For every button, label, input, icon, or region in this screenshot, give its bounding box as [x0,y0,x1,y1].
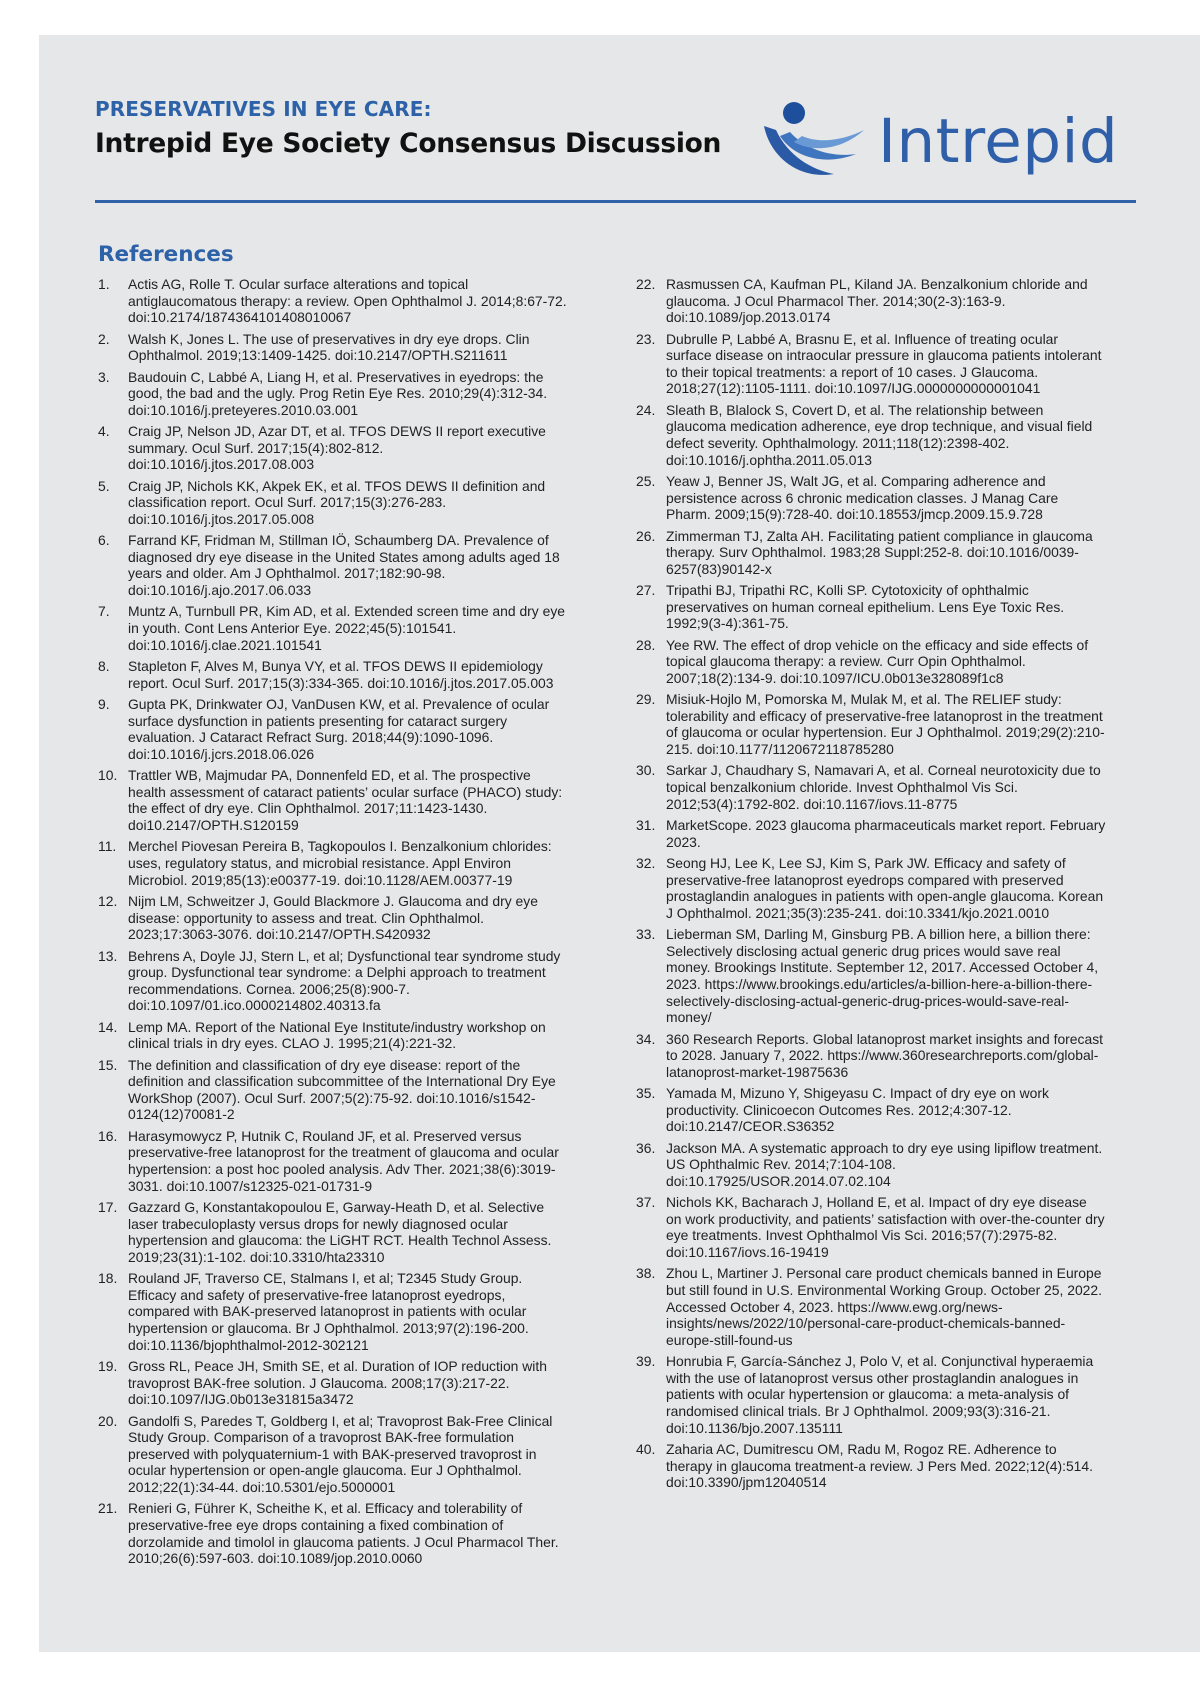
reference-number: 1. [98,276,110,292]
reference-text: Gandolfi S, Paredes T, Goldberg I, et al; Travoprost Bak-Free Clinical Study Group. Comparison of a travoprost BAK-free formulation preserved with polyquaternium-1 with BAK-preserved travoprost in ocular hypertension or open-angle glaucoma. Eur J Ophthalmol. 2012;22(1):34-44. doi:10.5301/ejo.5000001 [128,1412,553,1495]
reference-number: 33. [636,926,656,943]
reference-item [98,276,568,326]
reference-item [98,369,568,419]
reference-item [636,1194,1106,1260]
reference-text: Lemp MA. Report of the National Eye Institute/industry workshop on clinical trials in dry eyes. CLAO J. 1995;21(4):221-32. [128,1018,546,1052]
reference-number: 20. [98,1412,118,1429]
reference-text: Rouland JF, Traverso CE, Stalmans I, et al; T2345 Study Group. Efficacy and safety of preservative-free latanoprost eyedrops, compared with BAK-preserved latanoprost in patients with ocular hypertension or glaucoma. Br J Ophthalmol. 2013;97(2):196-200. doi:10.1136/bjophthalmol-2012-302121 [128,1270,529,1353]
document-header [95,97,721,159]
reference-item [98,767,568,833]
reference-number: 7. [98,603,110,620]
reference-text: 360 Research Reports. Global latanoprost market insights and forecast to 2028. January 7, 2022. https://www.360researchreports.com/global-latanoprost-market-19875636 [666,1030,1104,1080]
reference-item [636,762,1106,812]
reference-number: 14. [98,1018,118,1035]
reference-number: 30. [636,762,656,779]
reference-item [636,1441,1106,1491]
reference-item [98,893,568,943]
reference-text: Renieri G, Führer K, Scheithe K, et al. Efficacy and tolerability of preservative-free eye drops containing a fixed combination of dorzolamide and timolol in glaucoma patients. J Ocul Pharmacol Ther. 2010;26(6):597-603. doi:10.1089/jop.2010.0060 [128,1500,559,1567]
reference-text: Yamada M, Mizuno Y, Shigeyasu C. Impact of dry eye on work productivity. Clinicoecon Outcomes Res. 2012;4:307-12. doi:10.2147/CEOR.S36352 [666,1085,1049,1135]
reference-number: 35. [636,1085,656,1102]
reference-item [98,1358,568,1408]
reference-text: Muntz A, Turnbull PR, Kim AD, et al. Extended screen time and dry eye in youth. Cont Lens Anterior Eye. 2022;45(5):101541. doi:10.1016/j.clae.2021.101541 [128,603,565,653]
reference-number: 10. [98,767,118,784]
reference-item [98,1019,568,1052]
reference-text: The definition and classification of dry eye disease: report of the definition and classification subcommittee of the International Dry Eye WorkShop (2007). Ocul Surf. 2007;5(2):75-92. doi:10.1016/s1542-0124(12)70081-2 [128,1056,556,1123]
reference-number: 2. [98,330,110,347]
reference-number: 4. [98,423,110,440]
reference-number: 40. [636,1440,656,1457]
reference-number: 31. [636,816,656,833]
reference-text: Trattler WB, Majmudar PA, Donnenfeld ED, et al. The prospective health assessment of cataract patients’ ocular surface (PHACO) study: the effect of dry eye. Clin Ophthalmol. 2017;11:1423-1430. doi10.2147/OPTH.S120159 [128,767,563,833]
reference-item [98,423,568,473]
reference-text: Dubrulle P, Labbé A, Brasnu E, et al. Influence of treating ocular surface disease on intraocular pressure in glaucoma patients intolerant to their topical treatments: a report of 10 cases. J Glaucoma. 2018;27(12):1105-1111. doi:10.1097/IJG.0000000000001041 [666,330,1102,397]
reference-number: 8. [98,658,110,675]
reference-text: Zhou L, Martiner J. Personal care product chemicals banned in Europe but still found in U.S. Environmental Working Group. October 25, 2022. Accessed October 4, 2023. https://www.ewg.org/news-insights/news/2022/10/personal-care-product-chemicals-banned-europe-still-found-us [666,1265,1102,1348]
reference-number: 32. [636,854,656,871]
reference-number: 27. [636,582,656,599]
reference-text: Gupta PK, Drinkwater OJ, VanDusen KW, et al. Prevalence of ocular surface dysfunction in patients presenting for cataract surgery evaluation. J Cataract Refract Surg. 2018;44(9):1090-1096. doi:10.1016/j.jcrs.2018.06.026 [128,696,550,762]
reference-item [98,1270,568,1353]
reference-text: Gazzard G, Konstantakopoulou E, Garway-Heath D, et al. Selective laser trabeculoplasty versus drops for newly diagnosed ocular hypertension and glaucoma: the LiGHT RCT. Health Technol Assess. 2019;23(31):1-102. doi:10.3310/hta23310 [128,1199,552,1265]
reference-text: Jackson MA. A systematic approach to dry eye using lipiflow treatment. US Ophthalmic Rev. 2014;7:104-108. doi:10.17925/USOR.2014.07.02.104 [666,1139,1103,1189]
reference-item [98,948,568,1014]
reference-item [636,637,1106,687]
references-list-right [636,276,1106,1496]
reference-number: 22. [636,276,656,292]
reference-item [636,276,1106,326]
reference-item [98,696,568,762]
reference-item [636,1031,1106,1081]
references-list-left [98,276,568,1571]
reference-number: 3. [98,368,110,385]
reference-item [636,528,1106,578]
reference-item [98,1128,568,1194]
reference-number: 18. [98,1270,118,1287]
reference-number: 37. [636,1194,656,1211]
reference-item [636,817,1106,850]
reference-item [98,1199,568,1265]
reference-text: MarketScope. 2023 glaucoma pharmaceuticals market report. February 2023. [666,816,1106,850]
reference-item [636,582,1106,632]
reference-item [98,331,568,364]
reference-text: Misiuk-Hojlo M, Pomorska M, Mulak M, et al. The RELIEF study: tolerability and efficacy of preservative-free latanoprost in the treatment of glaucoma or ocular hypertension. Eur J Ophthalmol. 2019;29(2):210-215. doi:10.1177/1120672118785280 [666,691,1105,758]
reference-item [636,331,1106,397]
reference-text: Merchel Piovesan Pereira B, Tagkopoulos I. Benzalkonium chlorides: uses, regulatory status, and microbial resistance. Appl Environ Microbiol. 2019;85(13):e00377-19. doi:10.1128/AEM.00377-19 [128,838,552,888]
reference-number: 36. [636,1139,656,1156]
reference-number: 23. [636,330,656,347]
reference-item [98,1413,568,1496]
reference-number: 12. [98,892,118,909]
reference-number: 25. [636,472,656,489]
reference-item [636,402,1106,468]
reference-number: 26. [636,527,656,544]
reference-text: Harasymowycz P, Hutnik C, Rouland JF, et al. Preserved versus preservative-free latanoprost for the treatment of glaucoma and ocular hypertension: a post hoc pooled analysis. Adv Ther. 2021;38(6):3019-3031. doi:10.1007/s12325-021-01731-9 [128,1127,559,1194]
reference-text: Walsh K, Jones L. The use of preservatives in dry eye drops. Clin Ophthalmol. 2019;13:1409-1425. doi:10.2147/OPTH.S211611 [128,330,530,364]
reference-item [636,926,1106,1026]
reference-text: Zaharia AC, Dumitrescu OM, Radu M, Rogoz RE. Adherence to therapy in glaucoma treatment-a review. J Pers Med. 2022;12(4):514. doi:10.3390/jpm12040514 [666,1440,1093,1491]
page-title: Intrepid Eye Society Consensus Discussion [95,128,722,159]
reference-number: 39. [636,1353,656,1370]
reference-number: 15. [98,1056,118,1073]
reference-item [636,1265,1106,1348]
reference-item [98,838,568,888]
reference-text: Farrand KF, Fridman M, Stillman IÖ, Schaumberg DA. Prevalence of diagnosed dry eye disease in the United States among adults aged 18 years and older. Am J Ophthalmol. 2017;182:90-98. doi:10.1016/j.ajo.2017.06.033 [128,532,560,599]
reference-number: 16. [98,1127,118,1144]
reference-text: Zimmerman TJ, Zalta AH. Facilitating patient compliance in glaucoma therapy. Surv Ophthalmol. 1983;28 Suppl:252-8. doi:10.1016/0039-6257(83)90142-x [666,527,1093,577]
reference-item [98,1057,568,1123]
reference-item [636,473,1106,523]
reference-item [636,691,1106,757]
reference-item [98,1500,568,1566]
intrepid-logo [760,83,1170,199]
header-divider [95,200,1136,203]
reference-item [636,1353,1106,1436]
reference-text: Yeaw J, Benner JS, Walt JG, et al. Comparing adherence and persistence across 6 chronic medication classes. J Manag Care Pharm. 2009;15(9):728-40. doi:10.18553/jmcp.2009.15.9.728 [666,472,1059,523]
reference-text: Gross RL, Peace JH, Smith SE, et al. Duration of IOP reduction with travoprost BAK-free solution. J Glaucoma. 2008;17(3):217-22. doi:10.1097/IJG.0b013e31815a3472 [128,1357,547,1408]
reference-number: 24. [636,401,656,418]
reference-number: 38. [636,1265,656,1282]
reference-number: 11. [98,838,117,855]
reference-text: Nichols KK, Bacharach J, Holland E, et al. Impact of dry eye disease on work productivity, and patients’ satisfaction with over-the-counter dry eye treatments. Invest Ophthalmol Vis Sci. 2016;57(7):2975-82. doi:10.1167/iovs.16-19419 [666,1194,1105,1261]
reference-item [636,855,1106,921]
reference-item [636,1140,1106,1190]
reference-number: 29. [636,691,656,708]
reference-item [98,603,568,653]
reference-number: 17. [98,1199,118,1216]
reference-text: Nijm LM, Schweitzer J, Gould Blackmore J. Glaucoma and dry eye disease: opportunity to assess and treat. Clin Ophthalmol. 2023;17:3063-3076. doi:10.2147/OPTH.S420932 [128,892,538,943]
reference-text: Craig JP, Nichols KK, Akpek EK, et al. TFOS DEWS II definition and classification report. Ocul Surf. 2017;15(3):276-283. doi:10.1016/j.jtos.2017.05.008 [128,477,546,527]
reference-text: Sarkar J, Chaudhary S, Namavari A, et al. Corneal neurotoxicity due to topical benzalkonium chloride. Invest Ophthalmol Vis Sci. 2012;53(4):1792-802. doi:10.1167/iovs.11-8775 [666,762,1101,812]
reference-number: 9. [98,696,110,713]
reference-text: Behrens A, Doyle JJ, Stern L, et al; Dysfunctional tear syndrome study group. Dysfunctional tear syndrome: a Delphi approach to treatment recommendations. Cornea. 2006;25(8):900-7. doi:10.1097/01.ico.0000214802.40313.fa [128,947,561,1014]
reference-number: 5. [98,477,110,494]
reference-number: 6. [98,532,110,549]
reference-text: Actis AG, Rolle T. Ocular surface alterations and topical antiglaucomatous therapy: a review. Open Ophthalmol J. 2014;8:67-72. doi:10.2174/1874364101408010067 [128,276,567,326]
reference-item [98,478,568,528]
swoosh-logo-icon [760,96,870,186]
reference-text: Tripathi BJ, Tripathi RC, Kolli SP. Cytotoxicity of ophthalmic preservatives on human corneal epithelium. Lens Eye Toxic Res. 1992;9(3-4):361-75. [666,582,1065,632]
references-heading: References [98,242,234,267]
logo-wordmark: Intrepid [878,105,1119,177]
reference-text: Stapleton F, Alves M, Bunya VY, et al. TFOS DEWS II epidemiology report. Ocul Surf. 2017;15(3):334-365. doi:10.1016/j.jtos.2017.05.003 [128,658,554,691]
reference-item [98,532,568,598]
header-kicker: PRESERVATIVES IN EYE CARE: [95,97,432,121]
reference-text: Craig JP, Nelson JD, Azar DT, et al. TFOS DEWS II report executive summary. Ocul Surf. 2017;15(4):802-812. doi:10.1016/j.jtos.2017.08.003 [128,423,546,473]
reference-number: 21. [98,1500,118,1517]
reference-text: Sleath B, Blalock S, Covert D, et al. The relationship between glaucoma medication adherence, eye drop technique, and visual field defect severity. Ophthalmology. 2011;118(12):2398-402. doi:10.1016/j.ophtha.2011.05.013 [666,401,1093,468]
reference-text: Lieberman SM, Darling M, Ginsburg PB. A billion here, a billion there: Selectively disclosing actual generic drug prices would save real money. Brookings Institute. September 12, 2017. Accessed October 4, 2023. https://www.brookings.edu/articles/a-billion-here-a-billion-there-selectively-disclosing-actual-generic-drug-prices-would-save-real-money/ [666,926,1099,1026]
reference-number: 13. [98,947,118,964]
reference-number: 28. [636,636,656,653]
reference-number: 19. [98,1357,118,1374]
reference-text: Yee RW. The effect of drop vehicle on the efficacy and side effects of topical glaucoma therapy: a review. Curr Opin Ophthalmol. 2007;18(2):134-9. doi:10.1097/ICU.0b013e328089f1c8 [666,636,1089,686]
reference-item [98,658,568,691]
reference-item [636,1085,1106,1135]
reference-text: Seong HJ, Lee K, Lee SJ, Kim S, Park JW. Efficacy and safety of preservative-free latanoprost eyedrops compared with preserved prostaglandin analogues in patients with open-angle glaucoma. Korean J Ophthalmol. 2021;35(3):235-241. doi:10.3341/kjo.2021.0010 [666,854,1104,921]
reference-text: Honrubia F, García-Sánchez J, Polo V, et al. Conjunctival hyperaemia with the use of latanoprost versus other prostaglandin analogues in patients with ocular hypertension or glaucoma: a meta-analysis of randomised clinical trials. Br J Ophthalmol. 2009;93(3):316-21. doi:10.1136/bjo.2007.135111 [666,1353,1094,1436]
reference-text: Rasmussen CA, Kaufman PL, Kiland JA. Benzalkonium chloride and glaucoma. J Ocul Pharmacol Ther. 2014;30(2-3):163-9. doi:10.1089/jop.2013.0174 [666,276,1088,326]
reference-text: Baudouin C, Labbé A, Liang H, et al. Preservatives in eyedrops: the good, the bad and the ugly. Prog Retin Eye Res. 2010;29(4):312-34. doi:10.1016/j.preteyeres.2010.03.001 [128,368,548,418]
reference-number: 34. [636,1030,656,1047]
